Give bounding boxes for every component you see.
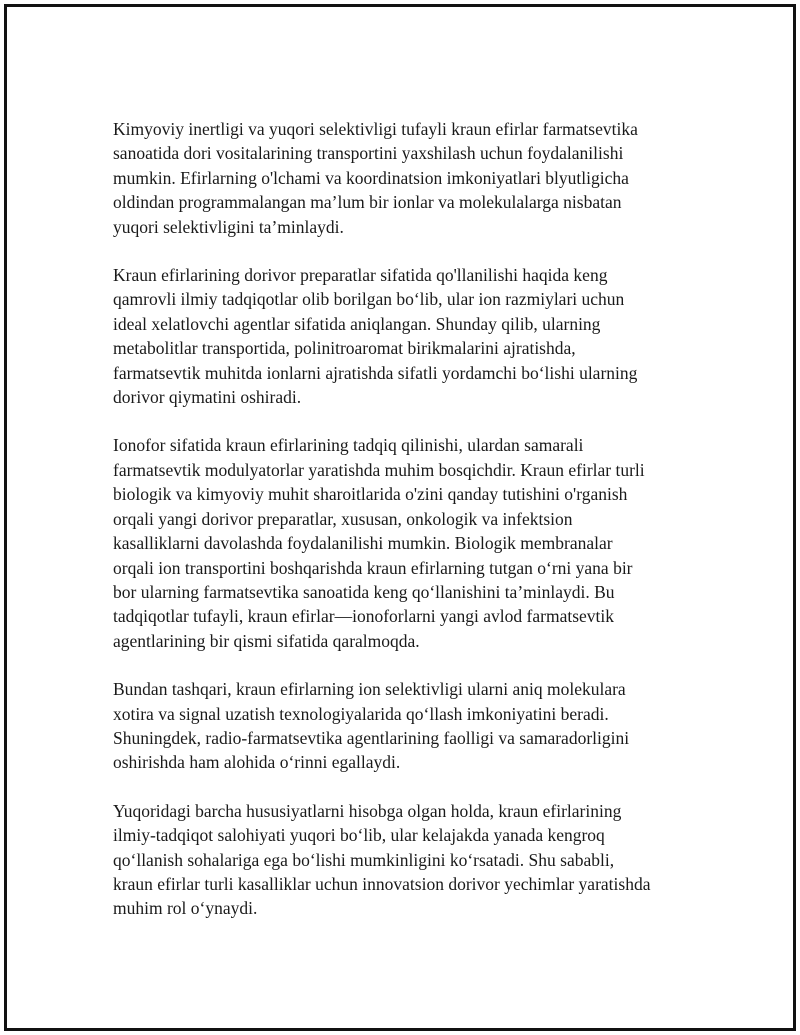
text-line: qamrovli ilmiy tadqiqotlar olib borilgan bo‘lib, ular ion razmiylari uchun <box>113 289 625 310</box>
text-line: Shuningdek, radio-farmatsevtika agentlarining faolligi va samaradorligini <box>113 727 630 748</box>
text-line: tadqiqotlar tufayli, kraun efirlar—ionoforlarni yangi avlod farmatsevtik <box>113 606 615 627</box>
paragraph-2 <box>113 263 703 409</box>
text-line: bor ularning farmatsevtika sanoatida keng qo‘llanishini ta’minlaydi. Bu <box>113 581 615 602</box>
text-line: oldindan programmalangan ma’lum bir ionlar va molekulalarga nisbatan <box>113 192 622 213</box>
text-line: metabolitlar transportida, polinitroaromat birikmalarini ajratishda, <box>113 338 576 359</box>
text-line: farmatsevtik modulyatorlar yaratishda muhim bosqichdir. Kraun efirlar turli <box>113 459 645 480</box>
paragraph-3 <box>113 433 703 653</box>
text-line: yuqori selektivligini ta’minlaydi. <box>113 216 344 237</box>
text-line: Bundan tashqari, kraun efirlarning ion selektivligi ularni aniq molekulara <box>113 679 626 700</box>
text-line: muhim rol o‘ynaydi. <box>113 898 258 919</box>
text-line: Kimyoviy inertligi va yuqori selektivligi tufayli kraun efirlar farmatsevtika <box>113 119 638 139</box>
document-body <box>113 117 703 945</box>
text-line: sanoatida dori vositalarining transportini yaxshilash uchun foydalanilishi <box>113 143 624 164</box>
text-line: farmatsevtik muhitda ionlarni ajratishda sifatli yordamchi bo‘lishi ularning <box>113 362 638 383</box>
paragraph-5 <box>113 799 703 921</box>
text-line: mumkin. Efirlarning o'lchami va koordinatsion imkoniyatlari blyutligicha <box>113 167 629 188</box>
text-line: Ionofor sifatida kraun efirlarining tadqiq qilinishi, ulardan samarali <box>113 435 584 456</box>
text-line: ideal xelatlovchi agentlar sifatida aniqlangan. Shunday qilib, ularning <box>113 313 601 334</box>
text-line: Yuqoridagi barcha hususiyatlarni hisobga olgan holda, kraun efirlarining <box>113 800 622 821</box>
text-line: Kraun efirlarining dorivor preparatlar sifatida qo'llanilishi haqida keng <box>113 265 608 286</box>
text-line: kasalliklarni davolashda foydalanilishi mumkin. Biologik membranalar <box>113 533 613 554</box>
text-line: kraun efirlar turli kasalliklar uchun innovatsion dorivor yechimlar yaratishda <box>113 873 651 894</box>
paragraph-1 <box>113 117 703 239</box>
text-line: ilmiy-tadqiqot salohiyati yuqori bo‘lib, ular kelajakda yanada kengroq <box>113 825 605 846</box>
paragraph-4 <box>113 677 703 775</box>
text-line: orqali ion transportini boshqarishda kraun efirlarning tutgan o‘rni yana bir <box>113 557 633 578</box>
text-line: qo‘llanish sohalariga ega bo‘lishi mumkinligini ko‘rsatadi. Shu sababli, <box>113 849 615 870</box>
text-line: orqali yangi dorivor preparatlar, xususan, onkologik va infektsion <box>113 508 573 529</box>
text-line: xotira va signal uzatish texnologiyalarida qo‘llash imkoniyatini beradi. <box>113 703 609 724</box>
text-line: dorivor qiymatini oshiradi. <box>113 387 302 408</box>
text-line: oshirishda ham alohida o‘rinni egallaydi. <box>113 752 401 773</box>
text-line: agentlarining bir qismi sifatida qaralmoqda. <box>113 630 420 651</box>
text-line: biologik va kimyoviy muhit sharoitlarida o'zini qanday tutishini o'rganish <box>113 484 628 505</box>
